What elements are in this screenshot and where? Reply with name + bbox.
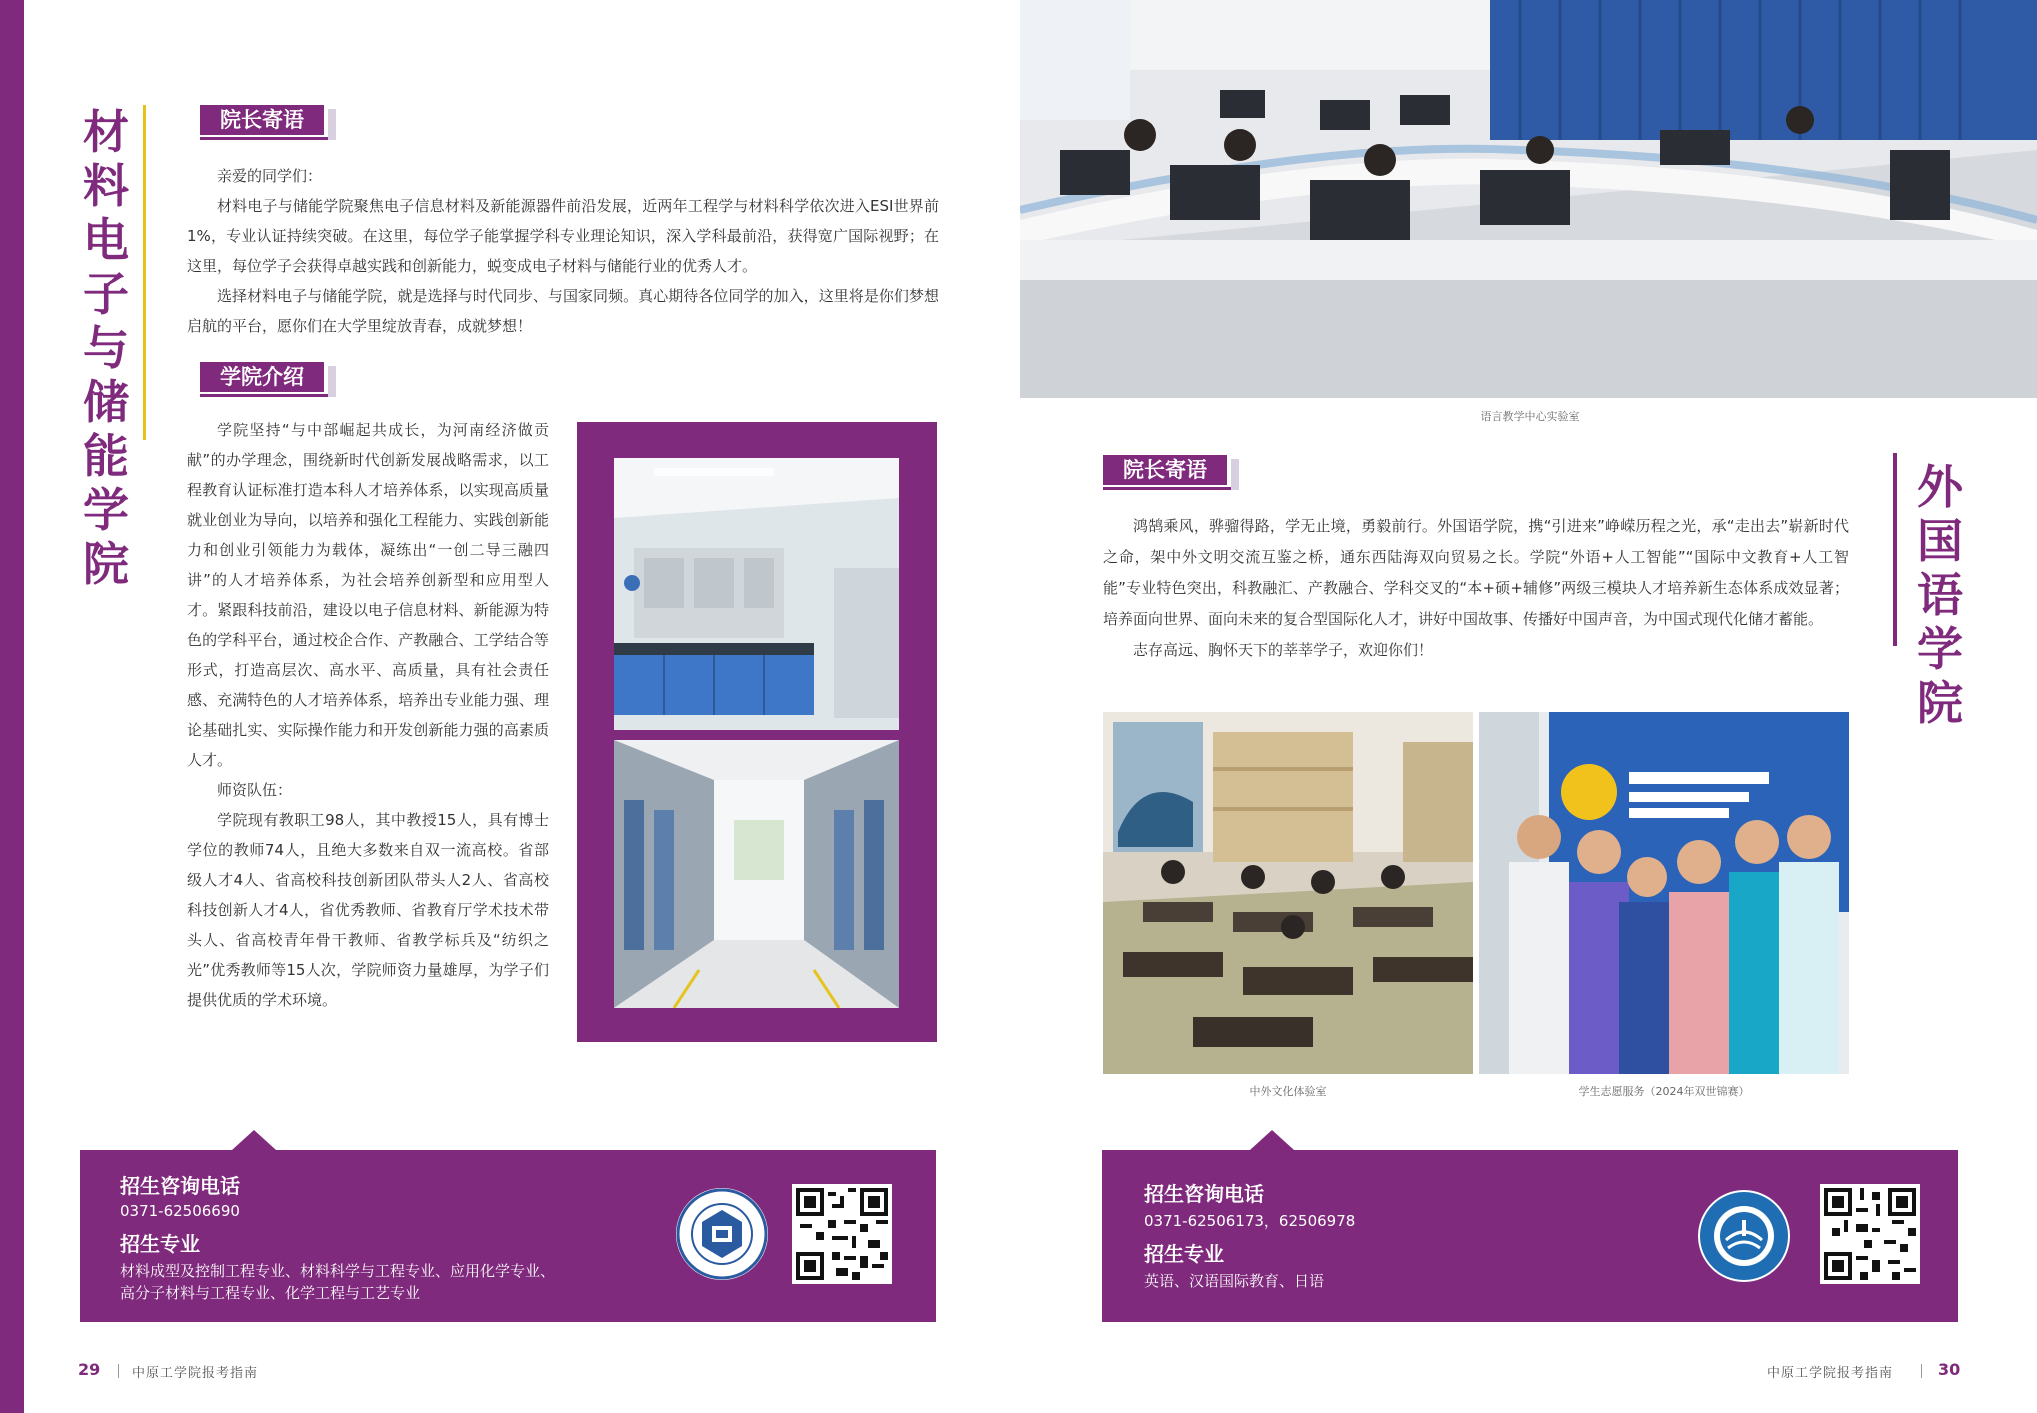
majors-line: 英语、汉语国际教育、日语	[1144, 1272, 1325, 1290]
label-underline	[1103, 487, 1239, 490]
culture-room-caption: 中外文化体验室	[1249, 1085, 1327, 1098]
contact-heading: 招生咨询电话	[120, 1174, 240, 1198]
intro-paragraph: 学院坚持“与中部崛起共成长，为河南经济做贡献”的办学理念，围绕新时代创新发展战略需求，以工程教育认证标准打造本科人才培养体系，以实现高质量就业创业为导向，以培养和强化工程能力、实践创新能力和创业引领能力为载体，凝练出“一创二导三融四讲”的人才培养体系，为社会培养创新型和应用型人才。紧跟科技前沿，建设以电子信息材料、新能源为特色的学科平台，通过校企合作、产教融合、工学结合等形式，打造高层次、高水平、高质量，具有社会责任感、充满特色的人才培养体系，培养出专业能力强、理论基础扎实、实际操作能力和开发创新能力强的高素质人才。	[187, 421, 549, 769]
label-shadow	[1231, 459, 1239, 490]
right-dean-label-text: 院长寄语	[1103, 455, 1227, 485]
dean-paragraph: 志存高远、胸怀天下的莘莘学子，欢迎你们！	[1133, 641, 1434, 659]
majors-heading: 招生专业	[120, 1232, 200, 1256]
footer-divider	[118, 1364, 119, 1378]
left-dean-text	[187, 161, 939, 341]
language-lab-photo	[1020, 0, 2037, 398]
right-college-title: 外国语学院	[1917, 460, 1963, 730]
left-intro-label-text: 学院介绍	[200, 362, 324, 392]
contact-phone: 0371-62506690	[120, 1202, 240, 1220]
label-shadow	[328, 109, 336, 140]
left-intro-text	[187, 415, 549, 1015]
box-notch	[1250, 1130, 1294, 1150]
majors-line: 材料成型及控制工程专业、材料科学与工程专业、应用化学专业、	[120, 1262, 556, 1280]
dean-paragraph: 亲爱的同学们：	[217, 167, 323, 185]
right-admission-box	[1102, 1150, 1958, 1322]
left-footer-text: 中原工学院报考指南	[132, 1366, 259, 1381]
culture-room-photo	[1103, 712, 1473, 1074]
label-shadow	[328, 366, 336, 397]
left-dean-label-text: 院长寄语	[200, 105, 324, 135]
left-page-number: 29	[78, 1360, 101, 1379]
lab-photo-bottom	[614, 740, 899, 1008]
qr-code[interactable]	[792, 1184, 892, 1284]
language-lab-caption: 语言教学中心实验室	[1480, 410, 1580, 423]
right-page-number: 30	[1938, 1360, 1961, 1379]
dean-paragraph: 选择材料电子与储能学院，就是选择与时代同步、与国家同频。真心期待各位同学的加入，这里将是你们梦想启航的平台，愿你们在大学里绽放青春，成就梦想！	[187, 287, 939, 335]
intro-paragraph: 学院现有教职工98人，其中教授15人，具有博士学位的教师74人，且绝大多数来自双一流高校。省部级人才4人、省高校科技创新团队带头人2人、省高校科技创新人才4人，省优秀教师、省教育厅学术技术带头人、省高校青年骨干教师、省教学标兵及“纺织之光”优秀教师等15人次，学院师资力量雄厚，为学子们提供优质的学术环境。	[187, 811, 549, 1009]
label-underline	[200, 137, 336, 140]
left-edge-strip	[0, 0, 24, 1413]
right-title-accent-bar	[1893, 453, 1897, 646]
volunteer-caption: 学生志愿服务（2024年双世锦赛）	[1578, 1085, 1750, 1098]
title-accent-bar	[143, 105, 146, 440]
intro-paragraph: 师资队伍：	[217, 781, 293, 799]
lab-photo-top	[614, 458, 899, 730]
college-logo	[1698, 1190, 1790, 1282]
contact-phone: 0371-62506173，62506978	[1144, 1212, 1356, 1230]
dean-paragraph: 鸿鹄乘风，骅骝得路，学无止境，勇毅前行。外国语学院，携“引进来”峥嵘历程之光，承“走出去”崭新时代之命，架中外文明交流互鉴之桥，通东西陆海双向贸易之长。学院“外语+人工智能”“国际中文教育+人工智能”专业特色突出，科教融汇、产教融合、学科交叉的“本+硕+辅修”两级三模块人才培养新生态体系成效显著；培养面向世界、面向未来的复合型国际化人才，讲好中国故事、传播好中国声音，为中国式现代化储才蓄能。	[1103, 517, 1849, 628]
footer-divider	[1921, 1364, 1922, 1378]
left-college-title: 材料电子与储能学院	[83, 105, 129, 591]
dean-paragraph: 材料电子与储能学院聚焦电子信息材料及新能源器件前沿发展，近两年工程学与材料科学依次进入ESI世界前1%，专业认证持续突破。在这里，每位学子能掌握学科专业理论知识，深入学科最前沿，获得宽广国际视野；在这里，每位学子会获得卓越实践和创新能力，蜕变成电子材料与储能行业的优秀人才。	[187, 197, 939, 275]
volunteer-photo	[1479, 712, 1849, 1074]
right-dean-text	[1103, 511, 1849, 666]
right-footer-text: 中原工学院报考指南	[1767, 1366, 1894, 1381]
box-notch	[232, 1130, 276, 1150]
majors-line: 高分子材料与工程专业、化学工程与工艺专业	[120, 1284, 421, 1302]
qr-code[interactable]	[1820, 1184, 1920, 1284]
left-admission-box	[80, 1150, 936, 1322]
contact-heading: 招生咨询电话	[1144, 1182, 1264, 1206]
majors-heading: 招生专业	[1144, 1242, 1224, 1266]
college-logo	[676, 1188, 768, 1280]
label-underline	[200, 394, 336, 397]
